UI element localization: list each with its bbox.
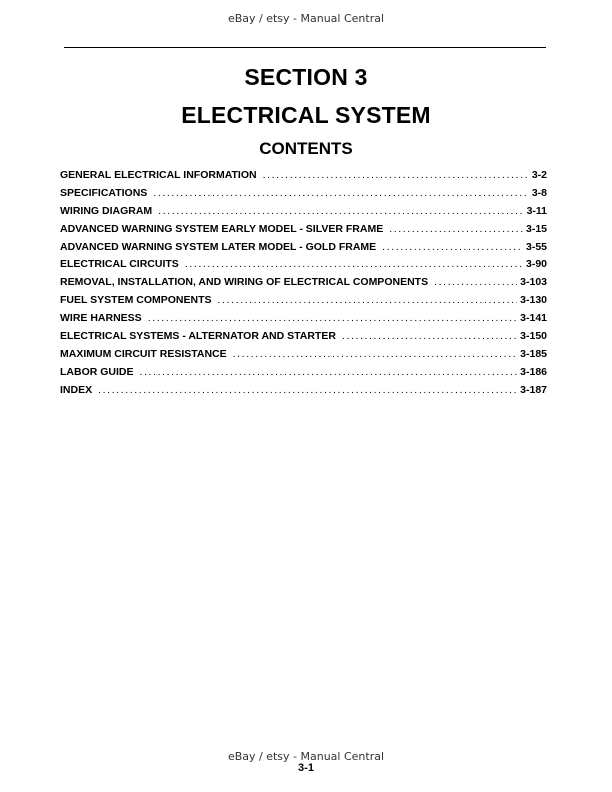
toc-entry[interactable] xyxy=(60,384,547,402)
toc-entry[interactable] xyxy=(60,294,547,312)
toc-entry[interactable] xyxy=(60,205,547,223)
page-title: ELECTRICAL SYSTEM xyxy=(181,102,431,128)
toc-leader-dots xyxy=(233,348,518,360)
toc-entry-page: 3-186 xyxy=(520,365,547,378)
toc-entry-page: 3-103 xyxy=(520,276,547,289)
toc-entry[interactable] xyxy=(60,187,547,205)
toc-leader-dots xyxy=(218,294,518,306)
toc-leader-dots xyxy=(158,205,523,217)
toc-entry[interactable] xyxy=(60,366,547,384)
toc-entry-page: 3-55 xyxy=(525,240,547,253)
toc-entry-label: MAXIMUM CIRCUIT RESISTANCE xyxy=(60,347,227,360)
toc-entry[interactable] xyxy=(60,276,547,294)
toc-entry-label: ADVANCED WARNING SYSTEM LATER MODEL - GOLD FRAME xyxy=(60,240,377,253)
toc-leader-dots xyxy=(263,169,529,181)
toc-entry[interactable] xyxy=(60,348,547,366)
toc-entry-label: WIRING DIAGRAM xyxy=(60,204,153,217)
toc-entry-label: SPECIFICATIONS xyxy=(60,186,148,199)
toc-leader-dots xyxy=(140,366,518,378)
toc-entry[interactable] xyxy=(60,241,547,259)
toc-leader-dots xyxy=(382,241,523,253)
toc-entry-label: ADVANCED WARNING SYSTEM EARLY MODEL - SILVER FRAME xyxy=(60,222,384,235)
toc-entry-label: LABOR GUIDE xyxy=(60,365,134,378)
table-of-contents xyxy=(60,169,547,402)
toc-leader-dots xyxy=(148,312,517,324)
contents-heading: CONTENTS xyxy=(259,139,353,158)
toc-entry-label: INDEX xyxy=(60,383,93,396)
toc-entry-page: 3-15 xyxy=(525,222,547,235)
toc-leader-dots xyxy=(98,384,517,396)
toc-entry-label: FUEL SYSTEM COMPONENTS xyxy=(60,294,212,307)
toc-leader-dots xyxy=(434,276,517,288)
toc-leader-dots xyxy=(153,187,529,199)
toc-leader-dots xyxy=(185,258,523,270)
page-number: 3-1 xyxy=(298,762,314,774)
toc-entry-page: 3-130 xyxy=(520,294,547,307)
toc-entry-page: 3-2 xyxy=(531,169,547,181)
toc-entry[interactable] xyxy=(60,312,547,330)
toc-entry[interactable] xyxy=(60,169,547,187)
toc-entry-page: 3-187 xyxy=(520,383,547,396)
toc-entry-label: ELECTRICAL CIRCUITS xyxy=(60,258,179,271)
toc-leader-dots xyxy=(389,223,523,235)
toc-entry-label: REMOVAL, INSTALLATION, AND WIRING OF ELECTRICAL COMPONENTS xyxy=(60,276,429,289)
toc-entry-page: 3-150 xyxy=(520,330,547,343)
toc-entry[interactable] xyxy=(60,330,547,348)
section-heading: SECTION 3 xyxy=(244,64,368,90)
toc-entry-label: ELECTRICAL SYSTEMS - ALTERNATOR AND STARTER xyxy=(60,330,336,343)
watermark-top: eBay / etsy - Manual Central xyxy=(227,12,385,25)
toc-entry-page: 3-90 xyxy=(525,258,547,271)
toc-entry-page: 3-11 xyxy=(526,204,547,217)
toc-entry[interactable] xyxy=(60,258,547,276)
watermark-bottom: eBay / etsy - Manual Central xyxy=(227,750,385,763)
header-rule xyxy=(64,47,546,48)
toc-entry-page: 3-185 xyxy=(520,347,547,360)
toc-entry-page: 3-8 xyxy=(531,186,547,199)
toc-entry[interactable] xyxy=(60,223,547,241)
toc-entry-label: GENERAL ELECTRICAL INFORMATION xyxy=(60,169,257,181)
toc-leader-dots xyxy=(342,330,517,342)
toc-entry-label: WIRE HARNESS xyxy=(60,312,142,325)
toc-entry-page: 3-141 xyxy=(520,312,547,325)
